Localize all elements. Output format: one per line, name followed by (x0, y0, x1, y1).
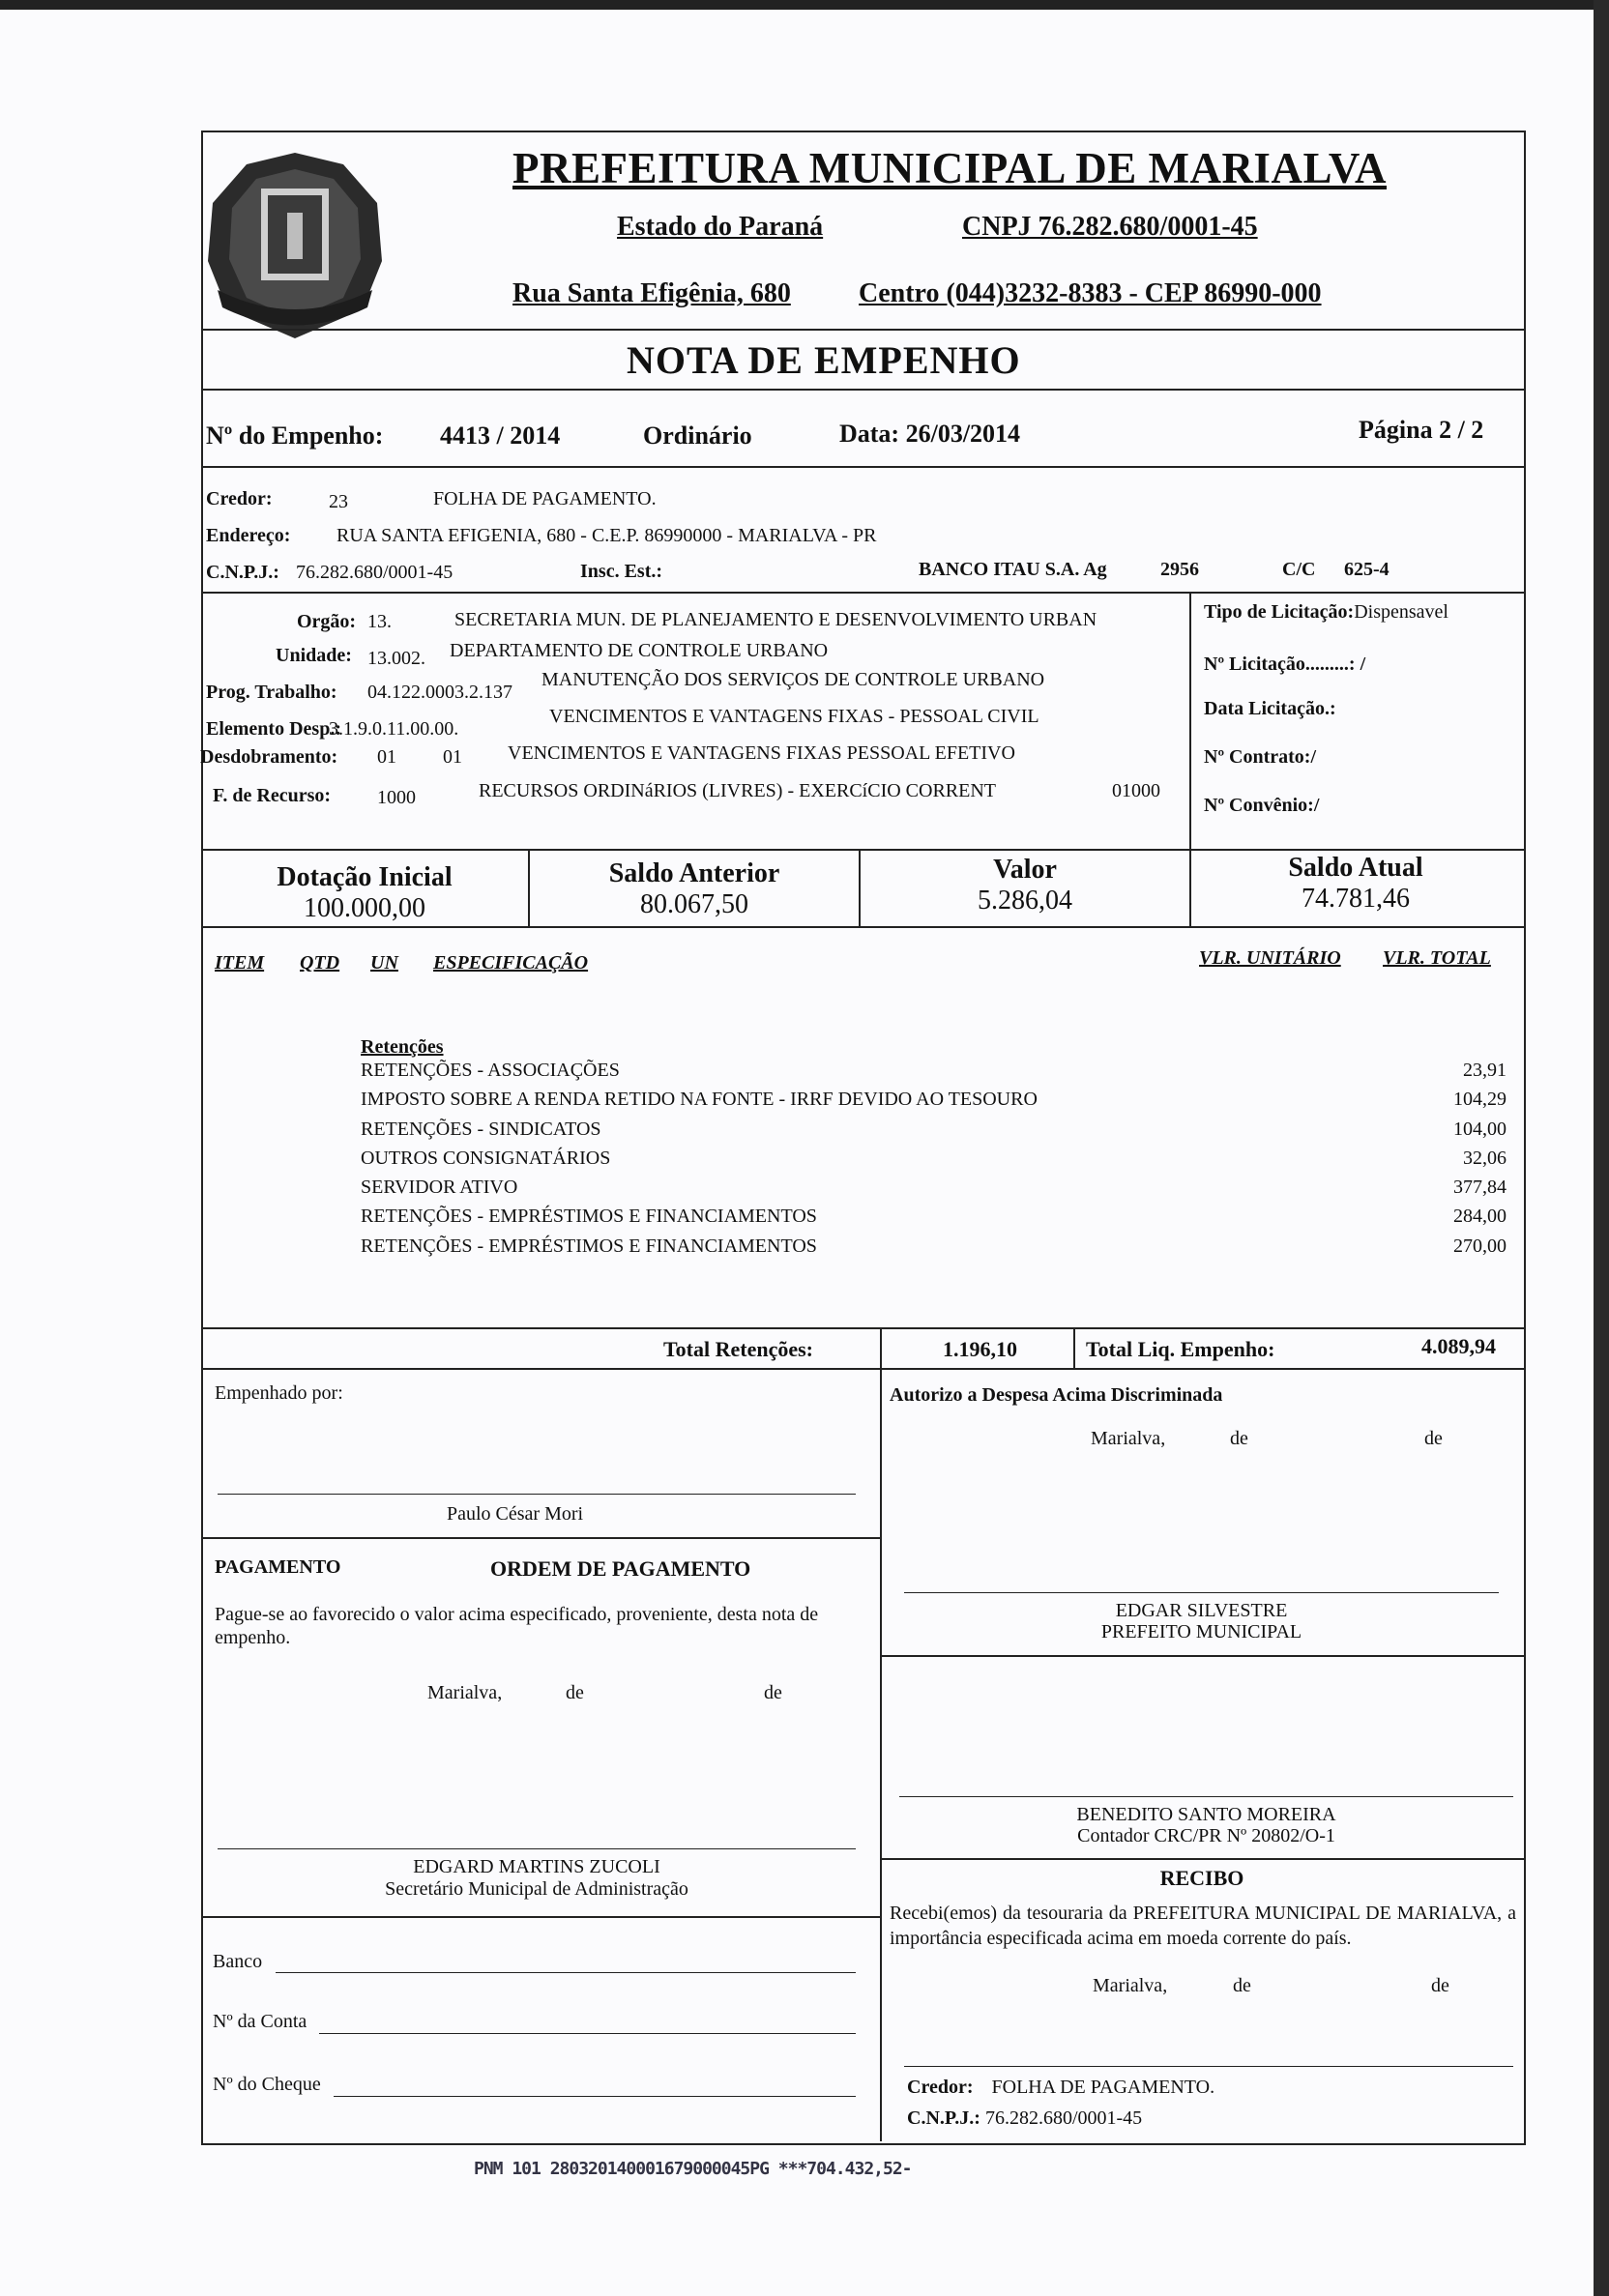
col-item: ITEM (215, 952, 265, 974)
saldo-atual-value: 74.781,46 (1302, 884, 1410, 914)
cheque-field[interactable] (334, 2096, 856, 2097)
signature-line (904, 2066, 1513, 2067)
desdobramento-label: Desdobramento: (200, 746, 338, 768)
divider (201, 1537, 881, 1539)
divider (201, 926, 1524, 928)
valor-cell (861, 855, 1189, 916)
orgao-label: Orgão: (297, 611, 357, 632)
autorizo-de-2: de (1424, 1428, 1443, 1449)
dotacao-cell (201, 862, 528, 924)
valor-label: Valor (993, 855, 1057, 885)
total-liquido-label: Total Liq. Empenho: (1086, 1337, 1275, 1361)
dotacao-label: Dotação Inicial (277, 862, 453, 892)
recibo-cnpj-value: 76.282.680/0001-45 (984, 2107, 1143, 2129)
cc-label: C/C (1282, 559, 1316, 580)
recurso-label: F. de Recurso: (213, 785, 332, 806)
retencao-value: 377,84 (1453, 1177, 1507, 1199)
retencao-value: 23,91 (1463, 1060, 1507, 1081)
recibo-de-1: de (1233, 1975, 1251, 1996)
empenho-number: 4413 / 2014 (440, 421, 561, 450)
bank-name: BANCO ITAU S.A. Ag (919, 559, 1107, 580)
total-retencoes-label: Total Retenções: (663, 1337, 813, 1361)
retencoes-list (361, 1060, 1507, 1264)
divider (201, 1327, 1524, 1329)
elemento-code: 3.1.9.0.11.00.00. (329, 718, 459, 740)
retencao-desc: RETENÇÕES - SINDICATOS (361, 1118, 601, 1140)
credor-cnpj: 76.282.680/0001-45 (296, 562, 453, 583)
divider (880, 1858, 1524, 1860)
desdobramento-a: 01 (377, 746, 396, 768)
recibo-credor-label: Credor: (907, 2077, 974, 2098)
pagamento-city: Marialva, (427, 1682, 503, 1703)
list-item (361, 1089, 1507, 1118)
divider (201, 849, 1524, 851)
retencao-desc: RETENÇÕES - EMPRÉSTIMOS E FINANCIAMENTOS (361, 1206, 817, 1228)
elemento-name: VENCIMENTOS E VANTAGENS FIXAS - PESSOAL CIVIL (549, 706, 1039, 727)
credor-label: Credor: (206, 488, 273, 509)
divider (201, 466, 1524, 468)
divider (201, 592, 1524, 594)
unidade-label: Unidade: (276, 645, 352, 666)
divider (1189, 592, 1191, 851)
document-title: NOTA DE EMPENHO (627, 338, 1021, 382)
retencao-desc: RETENÇÕES - EMPRÉSTIMOS E FINANCIAMENTOS (361, 1235, 817, 1257)
contrato-number: Nº Contrato:/ (1204, 746, 1317, 768)
conta-field[interactable] (319, 2033, 856, 2034)
desdobramento-b: 01 (443, 746, 462, 768)
unidade-name: DEPARTAMENTO DE CONTROLE URBANO (450, 640, 829, 661)
footer-code: PNM 101 280320140001679000045PG ***704.432,52- (474, 2159, 912, 2179)
recibo-cnpj-label: C.N.P.J.: (907, 2107, 980, 2129)
retencao-value: 32,06 (1463, 1147, 1507, 1169)
state-label: Estado do Paraná (617, 212, 824, 242)
retencao-value: 104,29 (1453, 1089, 1507, 1111)
org-title: PREFEITURA MUNICIPAL DE MARIALVA (512, 144, 1388, 192)
retencao-desc: SERVIDOR ATIVO (361, 1177, 518, 1199)
elemento-label: Elemento Desp.: (206, 718, 341, 740)
empenhado-por-label: Empenhado por: (215, 1382, 343, 1404)
retencao-value: 104,00 (1453, 1118, 1507, 1140)
signature-line (899, 1796, 1513, 1797)
licitacao-date: Data Licitação.: (1204, 698, 1336, 719)
col-spec: ESPECIFICAÇÃO (433, 952, 589, 974)
saldo-atual-cell (1191, 853, 1520, 915)
address-label: Endereço: (206, 525, 291, 546)
ordem-pagamento-title: ORDEM DE PAGAMENTO (490, 1556, 751, 1581)
empenhado-por-name: Paulo César Mori (447, 1503, 584, 1525)
prog-name: MANUTENÇÃO DOS SERVIÇOS DE CONTROLE URBANO (541, 669, 1045, 690)
recibo-credor-name: FOLHA DE PAGAMENTO. (991, 2077, 1215, 2098)
convenio-number: Nº Convênio:/ (1204, 795, 1320, 816)
credor-address: RUA SANTA EFIGENIA, 680 - C.E.P. 86990000 - MARIALVA - PR (336, 525, 877, 546)
prog-code: 04.122.0003.2.137 (367, 682, 512, 703)
secretario-name: EDGARD MARTINS ZUCOLI (413, 1856, 660, 1877)
pagamento-de-2: de (764, 1682, 782, 1703)
contador-name: BENEDITO SANTO MOREIRA (1076, 1804, 1336, 1825)
empenho-date: Data: 26/03/2014 (839, 420, 1021, 448)
recibo-text: Recebi(emos) da tesouraria da PREFEITURA MUNICIPAL DE MARIALVA, a importância especificada acima em moeda corrente do país. (890, 1903, 1516, 1949)
list-item (361, 1206, 1507, 1235)
autorizo-de-1: de (1230, 1428, 1248, 1449)
saldo-anterior-label: Saldo Anterior (608, 858, 780, 888)
divider (1073, 1327, 1075, 1368)
conta-label: Nº da Conta (213, 2011, 307, 2032)
list-item (361, 1148, 1507, 1177)
scan-edge-right (1594, 0, 1609, 2296)
recibo-city: Marialva, (1093, 1975, 1168, 1996)
licitacao-type-value: Dispensavel (1354, 601, 1448, 623)
signature-line (218, 1494, 856, 1495)
recurso-name: RECURSOS ORDINáRIOS (LIVRES) - EXERCíCIO CORRENT (479, 780, 997, 801)
col-total-value: VLR. TOTAL (1383, 947, 1491, 969)
recibo-cnpj (907, 2107, 1142, 2130)
contador-role: Contador CRC/PR Nº 20802/O-1 (1077, 1825, 1335, 1846)
scan-edge-top (0, 0, 1609, 10)
desdobramento-name: VENCIMENTOS E VANTAGENS FIXAS PESSOAL EFETIVO (508, 742, 1015, 764)
divider (201, 1368, 1524, 1370)
cc-number: 625-4 (1344, 559, 1390, 580)
pagamento-label: PAGAMENTO (215, 1556, 341, 1578)
cheque-label: Nº do Cheque (213, 2074, 321, 2095)
signature-line (218, 1848, 856, 1849)
recurso-code: 1000 (377, 787, 416, 808)
prefeito-name: EDGAR SILVESTRE (1115, 1600, 1288, 1621)
divider (201, 389, 1524, 391)
valor-value: 5.286,04 (978, 886, 1072, 915)
licitacao-number: Nº Licitação.........: / (1204, 654, 1366, 675)
autorizo-city: Marialva, (1091, 1428, 1166, 1449)
divider (201, 1916, 881, 1918)
credor-code: 23 (329, 491, 348, 512)
orgao-name: SECRETARIA MUN. DE PLANEJAMENTO E DESENVOLVIMENTO URBAN (454, 609, 1097, 630)
recibo-de-2: de (1431, 1975, 1449, 1996)
recurso-fund: 01000 (1112, 780, 1160, 801)
prefeito-role: PREFEITO MUNICIPAL (1100, 1621, 1302, 1642)
licitacao-type (1204, 601, 1448, 624)
divider (880, 1655, 1524, 1657)
list-item (361, 1235, 1507, 1264)
retencao-desc: IMPOSTO SOBRE A RENDA RETIDO NA FONTE - IRRF DEVIDO AO TESOURO (361, 1089, 1038, 1111)
page-indicator: Página 2 / 2 (1359, 416, 1484, 444)
credor-name: FOLHA DE PAGAMENTO. (433, 488, 657, 509)
saldo-anterior-value: 80.067,50 (640, 889, 748, 919)
banco-field[interactable] (276, 1972, 856, 1973)
insc-est-label: Insc. Est.: (580, 561, 663, 582)
prog-label: Prog. Trabalho: (206, 682, 337, 703)
cnpj-label: C.N.P.J.: (206, 562, 279, 583)
list-item (361, 1060, 1507, 1089)
col-un: UN (370, 952, 398, 974)
recibo-title: RECIBO (1159, 1866, 1244, 1890)
signature-line (904, 1592, 1499, 1593)
retencao-desc: OUTROS CONSIGNATÁRIOS (361, 1147, 611, 1169)
licitacao-type-label: Tipo de Licitação: (1204, 601, 1355, 623)
saldo-anterior-cell (530, 858, 859, 920)
list-item (361, 1177, 1507, 1206)
banco-label: Banco (213, 1951, 263, 1972)
orgao-code: 13. (367, 611, 392, 632)
retencoes-title: Retenções (361, 1036, 444, 1058)
saldo-atual-label: Saldo Atual (1288, 853, 1423, 883)
empenho-type: Ordinário (643, 421, 752, 450)
total-liquido-value: 4.089,94 (1421, 1334, 1496, 1358)
pagamento-de-1: de (566, 1682, 584, 1703)
secretario-role: Secretário Municipal de Administração (385, 1878, 688, 1900)
divider (880, 1368, 882, 2141)
col-qtd: QTD (300, 952, 340, 974)
col-unit-value: VLR. UNITÁRIO (1199, 947, 1341, 969)
recibo-credor (907, 2077, 1214, 2099)
total-retencoes-value: 1.196,10 (943, 1337, 1017, 1361)
header-cnpj: CNPJ 76.282.680/0001-45 (962, 212, 1258, 242)
retencao-value: 284,00 (1453, 1206, 1507, 1228)
header-contact: Centro (044)3232-8383 - CEP 86990-000 (859, 278, 1322, 308)
header-address: Rua Santa Efigênia, 680 (512, 278, 791, 308)
autorizo-label: Autorizo a Despesa Acima Discriminada (890, 1384, 1223, 1406)
list-item (361, 1119, 1507, 1148)
pague-text: Pague-se ao favorecido o valor acima especificado, proveniente, desta nota de empenho. (215, 1604, 819, 1648)
dotacao-value: 100.000,00 (304, 893, 425, 923)
unidade-code: 13.002. (367, 648, 425, 669)
retencao-value: 270,00 (1453, 1235, 1507, 1257)
divider (880, 1327, 882, 1368)
divider (201, 329, 1524, 331)
bank-agency: 2956 (1160, 559, 1199, 580)
empenho-number-label: Nº do Empenho: (206, 421, 384, 450)
retencao-desc: RETENÇÕES - ASSOCIAÇÕES (361, 1060, 620, 1081)
